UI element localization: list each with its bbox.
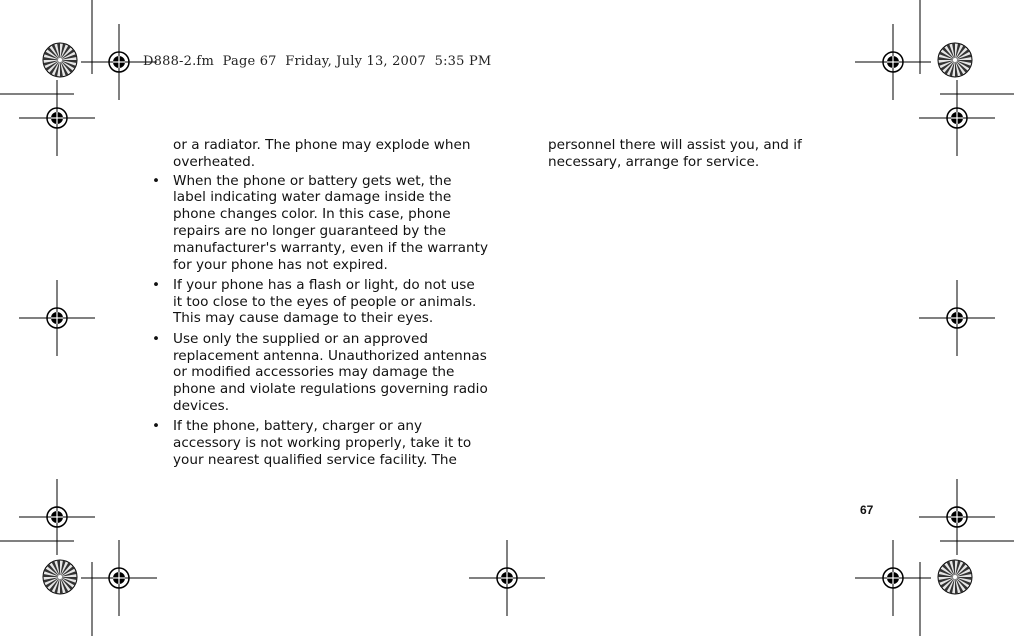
starburst-register-icon xyxy=(938,43,972,77)
bullet-text: When the phone or battery gets wet, the label indicating water damage inside the phone changes color. In this case, phone repairs are no longer guaranteed by the manufacturer's warranty, even if the warranty for your phone has not expired. xyxy=(173,172,488,273)
bullet-text: Use only the supplied or an approved replacement antenna. Unauthorized antennas or modified accessories may damage the phone and violate regulations governing radio devices. xyxy=(173,330,488,414)
bullet-item xyxy=(152,277,488,327)
bullet-item xyxy=(152,418,488,468)
bullet-list xyxy=(152,173,488,469)
registration-target-icon xyxy=(19,280,95,356)
bullet-item xyxy=(152,173,488,274)
starburst-register-icon xyxy=(43,43,77,77)
bullet-text: If the phone, battery, charger or any accessory is not working properly, take it to your nearest qualified service facility. The xyxy=(173,418,472,468)
bullet-text: If your phone has a flash or light, do not use it too close to the eyes of people or animals. This may cause damage to their eyes. xyxy=(173,276,477,327)
starburst-register-icon xyxy=(938,560,972,594)
registration-target-icon xyxy=(919,479,995,555)
registration-target-icon xyxy=(919,80,995,156)
registration-target-icon xyxy=(469,540,545,616)
bullet-icon: • xyxy=(152,276,161,293)
bullet-icon: • xyxy=(152,172,161,189)
bullet-icon: • xyxy=(152,330,161,347)
registration-target-icon xyxy=(919,280,995,356)
print-header: D888-2.fm Page 67 Friday, July 13, 2007 5:35 PM xyxy=(143,54,492,69)
starburst-register-icon xyxy=(43,560,77,594)
bullet-item xyxy=(152,331,488,415)
registration-target-icon xyxy=(19,80,95,156)
right-column xyxy=(548,137,818,171)
continued-paragraph: or a radiator. The phone may explode when overheated. xyxy=(173,137,471,170)
registration-target-icon xyxy=(19,479,95,555)
left-column xyxy=(152,137,488,472)
page-number: 67 xyxy=(860,503,874,517)
continued-paragraph-right: personnel there will assist you, and if necessary, arrange for service. xyxy=(548,137,802,170)
bullet-icon: • xyxy=(152,418,161,435)
